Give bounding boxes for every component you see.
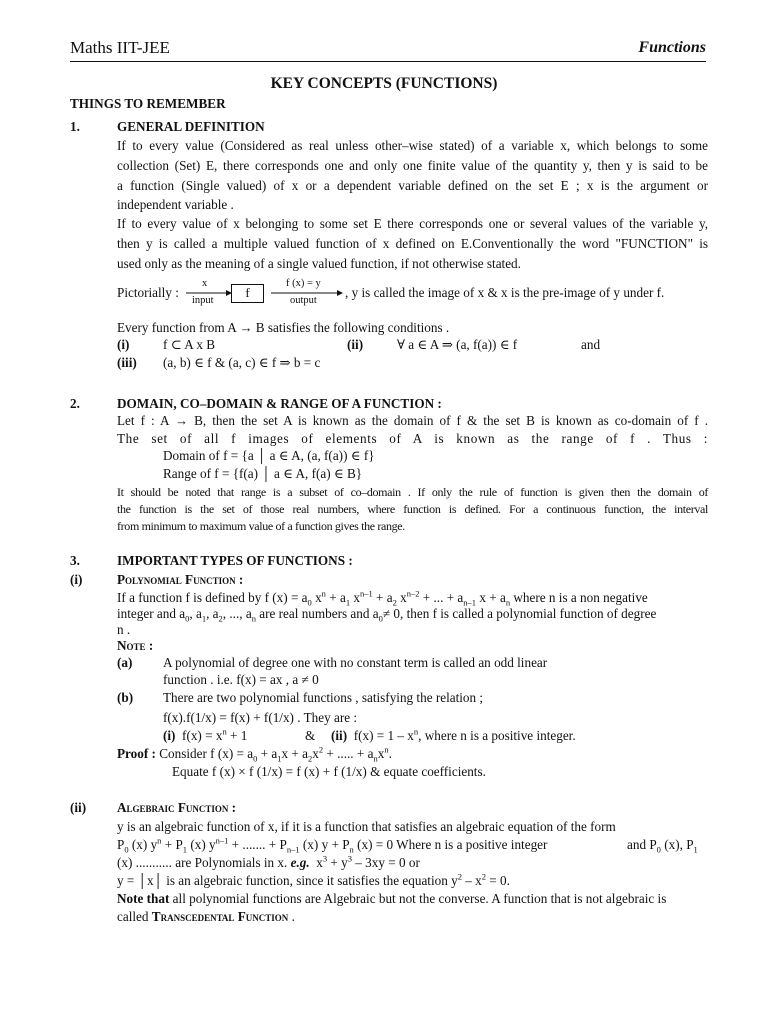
section-1-number: 1. [70,119,80,134]
poly-def-line2-mid: are real numbers and a [259,606,379,621]
poly-def-line1-start: If a function f is defined by f (x) = a [117,590,308,605]
diagram-input-label: input [192,295,214,306]
note-b-ii-text: f(x) = 1 – x [353,728,414,743]
poly-def-line1: If a function f is defined by f $(x) = a_0$ $x^n + a_1$ $x^{n-1} + a_2$ $x^{n-2}$ + ... + $a_{n-1}$ $x + a_n$ where n is a non negative [117,588,648,608]
alg-line2-end: and $P_0$ (x), $P_1$ [627,837,698,855]
diagram-output-label: output [290,295,317,306]
s2-range-def: Range of f = {f(a) │ a ∈ A, f(a) ∈ B} [163,466,363,481]
diagram-f-label: f [245,285,250,300]
s1-para2-line3: used only as the meaning of a single valued function, if not otherwise stated. [117,256,521,271]
s1-para1-line1: If to every value (Considered as real unless other–wise stated) of a variable x, which belongs to some [117,138,708,153]
note-b-ii-label: (ii) [331,728,348,743]
note-b-amp: & [305,728,316,743]
proof-line: Proof : Consider f $(x) = a_0 + a_1x + a_2x^2$ + ..... + $a_nx^n$. [117,744,392,764]
note-b-i-label: (i) [163,728,176,743]
subsection-i-heading: Polynomial Function : [117,572,244,587]
diagram-f-box [231,284,264,303]
condition-1-label: (i) [117,337,130,352]
conditions-intro: Every function from A → B satisfies the following conditions . [117,320,450,335]
alg-line3: (x) ........... are Polynomials in x. e.g. $x^3 + y^3 - 3xy = 0$ or [117,853,420,870]
header-chapter: Functions [638,39,706,56]
note-b-line1: There are two polynomial functions , satisfying the relation ; [163,690,484,705]
subsection-ii-label: (ii) [70,800,87,815]
condition-3-text: (a, b) ∈ f & (a, c) ∈ f ⇒ b = c [163,355,321,370]
note-heading: Note : [117,638,154,653]
alg-note-text: all polynomial functions are Algebraic but not the converse. A function that is not algebraic is [169,891,667,906]
note-b-function-ii: (ii) $f(x) = 1 - x^n$, where n is a positive integer. [331,726,576,743]
alg-line4-a: y = │x│ is an algebraic function, since it satisfies the equation y [117,873,458,888]
note-b-ii-tail: , where n is a positive integer. [418,728,576,743]
alg-note-line1 [117,891,666,907]
alg-note-bold: Note that [117,891,170,906]
condition-3-label: (iii) [117,355,137,370]
alg-line4-b: – x [461,873,482,888]
s2-line2: The set of all f images of elements of A is known as the range of f . Thus : [117,431,708,446]
alg-note-called: called [117,909,152,924]
s1-para2-line2: then y is called a multiple valued function of x defined on E.Conventionally the word "FUNCTION" is [117,236,708,251]
alg-line2: $P_0$ (x) $y^n + P_1$ (x) $y^{n-1}$ + ....... + $P_{n-1}$ (x) $y + P_n$ (x) = 0 Where n is a positive integer [117,835,548,855]
s2-line1: Let f : A → B, then the set A is known as the domain of f & the set B is known as co-domain of f . [117,413,708,428]
s2-note-line1: It should be noted that range is a subset of co–domain . If only the rule of function is given then the domain of [117,485,708,499]
note-b-i-tail: + 1 [226,728,248,743]
poly-def-line1-end: where n is a non negative [510,590,648,605]
section-2-heading: DOMAIN, CO–DOMAIN & RANGE OF A FUNCTION : [117,396,442,411]
header-subject: Maths IIT-JEE [70,38,170,57]
subsection-ii-heading: Algebraic Function : [117,800,237,815]
note-b-functions: (i) $f(x) = x^n + 1$ [163,726,248,743]
alg-line2-tail: Where n is a positive integer [393,837,548,852]
alg-line3-start: (x) ........... are Polynomials in x. [117,855,288,870]
proof-start: Consider f (x) = a [159,746,254,761]
diagram-x-label: x [202,278,208,289]
s1-para2-line1: If to every value of x belonging to some set E there corresponds one or several values of the variable y, [117,216,708,231]
poly-def-line2: integer and $a_0$, $a_1$, $a_2$, ..., $a_n$ are real numbers and $a_0\ne 0$, then f is called a polynomial function of degree [117,606,657,624]
condition-2-label: (ii) [347,337,364,352]
note-a-line1: A polynomial of degree one with no constant term is called an odd linear [163,655,548,670]
subsection-i-label: (i) [70,572,83,587]
page-header [70,38,706,62]
alg-line3-end: – 3xy = 0 or [351,855,420,870]
alg-line4: y = │x│ is an algebraic function, since it satisfies the equation $y^2 - x^2 = 0$. [117,871,510,888]
pictorially-tail: , y is called the image of x & x is the pre-image of y under f. [345,285,665,300]
section-3-heading: IMPORTANT TYPES OF FUNCTIONS : [117,553,353,568]
proof-label: Proof : [117,746,156,761]
poly-def-line3: n . [117,622,131,637]
alg-line1: y is an algebraic function of x, if it is a function that satisfies an algebraic equation of the form [117,819,616,834]
s1-para1-line4: independent variable . [117,197,234,212]
things-heading: THINGS TO REMEMBER [70,96,226,111]
alg-line2-and: and P [627,837,657,852]
diagram-fx-label: f (x) = y [286,278,321,289]
note-b-i-text: f(x) = x [182,728,223,743]
poly-def-line2-start: integer and a [117,606,186,621]
header-rule [70,61,706,62]
page-title: KEY CONCEPTS (FUNCTIONS) [270,75,498,92]
condition-2-text: ∀ a ∈ A ⇒ (a, f(a)) ∈ f [397,337,518,352]
section-1-heading: GENERAL DEFINITION [117,119,265,134]
alg-note-transcendental: Transcedental Function [151,909,289,924]
s1-para1-line3: a function (Single valued) of x or a dependent variable defined on the set E ; x is the argument or [117,178,708,193]
alg-line3-eg: e.g. [290,855,310,870]
pictorially-label: Pictorially : [117,285,179,300]
s2-domain-def: Domain of f = {a │ a ∈ A, (a, f(a)) ∈ f} [163,448,375,463]
note-a-line2: function . i.e. f(x) = ax , a ≠ 0 [163,672,319,687]
note-b-label: (b) [117,690,134,705]
s2-note-line2: the function is the set of those real numbers, where function is defined. For a continuous function, the interval [117,502,708,516]
poly-def-line2-end: ≠ 0, then f is called a polynomial function of degree [382,606,657,621]
condition-2-and: and [581,337,601,352]
proof-equate: Equate f (x) × f (1/x) = f (x) + f (1/x) & equate coefficients. [172,764,486,779]
s1-para1-line2: collection (Set) E, there corresponds one and only one finite value of the quantity y, then y is said to be [117,158,708,173]
note-b-line2: f(x).f(1/x) = f(x) + f(1/x) . They are : [163,710,358,725]
note-a-label: (a) [117,655,133,670]
alg-note-end: . [288,909,295,924]
s2-note-line3: from minimum to maximum value of a function gives the range. [117,519,405,533]
alg-line4-c: = 0. [486,873,510,888]
alg-note-line2 [117,909,295,925]
section-3-number: 3. [70,553,80,568]
section-2-number: 2. [70,396,80,411]
condition-1-text: f ⊂ A x B [163,337,216,352]
